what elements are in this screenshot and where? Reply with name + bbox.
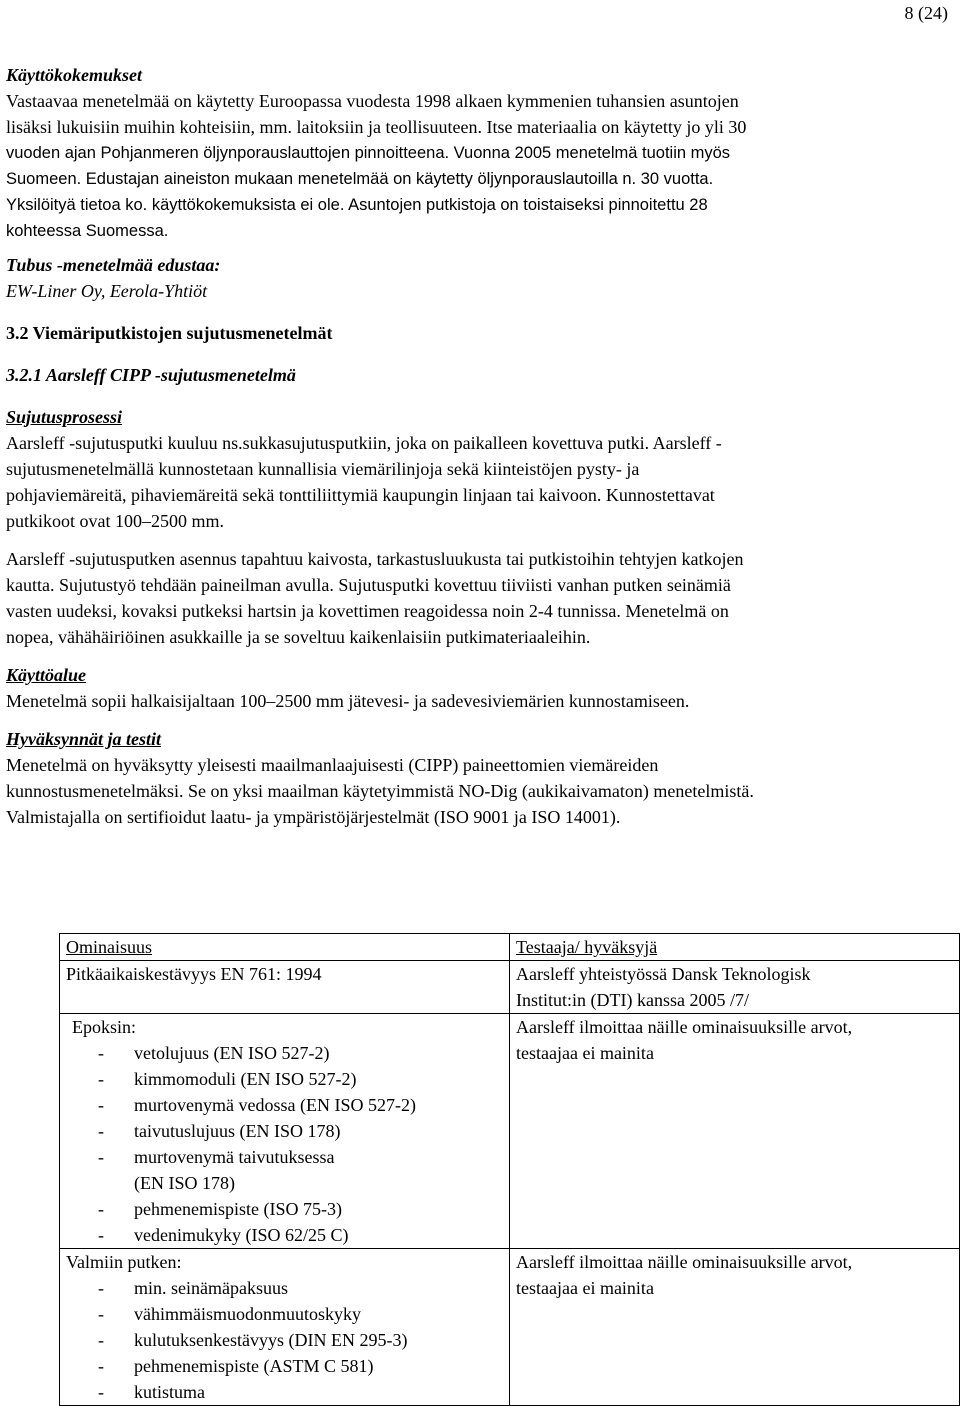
list-item: - vähimmäismuodonmuutoskyky bbox=[66, 1301, 503, 1327]
table-row bbox=[60, 1014, 960, 1249]
property-column-header: Ominaisuus bbox=[60, 934, 510, 961]
process-p2-line-2: kautta. Sujutustyö tehdään paineilman avulla. Sujutusputki kovettuu tiiviisti vanhan putken seinämiä bbox=[6, 575, 731, 595]
property-list bbox=[66, 1275, 503, 1405]
process-heading: Sujutusprosessi bbox=[6, 407, 123, 427]
approvals-heading: Hyväksynnät ja testit bbox=[6, 729, 161, 749]
property-list-continued bbox=[66, 1196, 503, 1248]
table-header-row bbox=[60, 934, 960, 961]
property-cell: Pitkäaikaiskestävyys EN 761: 1994 bbox=[60, 961, 510, 1014]
list-item: - pehmenemispiste (ISO 75-3) bbox=[66, 1196, 503, 1222]
representative-value: EW-Liner Oy, Eerola-Yhtiöt bbox=[6, 281, 208, 301]
experience-heading: Käyttökokemukset bbox=[6, 65, 142, 85]
experience-line-4: Suomeen. Edustajan aineiston mukaan menetelmää on käytetty öljynporauslautoilla n. 30 vuotta. bbox=[6, 170, 714, 188]
list-item: - kutistuma bbox=[66, 1379, 503, 1405]
process-p2-line-3: vasten uudeksi, kovaksi putkeksi hartsin ja kovettimen reagoidessa noin 2-4 tunnissa. Menetelmä on bbox=[6, 601, 729, 621]
experience-line-3: vuoden ajan Pohjanmeren öljynporauslauttojen pinnoitteena. Vuonna 2005 menetelmä tuotiin myös bbox=[6, 144, 731, 162]
list-item-continuation: (EN ISO 178) bbox=[134, 1173, 235, 1193]
experience-line-6: kohteessa Suomessa. bbox=[6, 222, 169, 240]
process-p2-line-4: nopea, vähähäiriöinen asukkaille ja se soveltuu kaikenlaisiin putkimateriaaleihin. bbox=[6, 627, 591, 647]
list-item: - taivutuslujuus (EN ISO 178) bbox=[66, 1118, 503, 1144]
page-content bbox=[6, 62, 950, 830]
list-item: - vedenimukyky (ISO 62/25 C) bbox=[66, 1222, 503, 1248]
properties-table bbox=[59, 933, 960, 1406]
property-group-label: Epoksin: bbox=[72, 1017, 137, 1037]
usage-heading: Käyttöalue bbox=[6, 665, 86, 685]
list-item: - murtovenymä taivutuksessa bbox=[66, 1144, 503, 1170]
list-item: - min. seinämäpaksuus bbox=[66, 1275, 503, 1301]
approvals-line-3: Valmistajalla on sertifioidut laatu- ja ympäristöjärjestelmät (ISO 9001 ja ISO 14001). bbox=[6, 807, 621, 827]
tester-cell bbox=[510, 1014, 960, 1249]
tester-line: Aarsleff yhteistyössä Dansk Teknologisk bbox=[516, 964, 811, 984]
property-cell bbox=[60, 1249, 510, 1406]
subsection-heading: 3.2.1 Aarsleff CIPP -sujutusmenetelmä bbox=[6, 365, 296, 385]
process-p1-line-2: sujutusmenetelmällä kunnostetaan kunnallisia viemärilinjoja sekä kiinteistöjen pysty- ja bbox=[6, 459, 640, 479]
experience-line-1: Vastaavaa menetelmää on käytetty Euroopassa vuodesta 1998 alkaen kymmenien tuhansien asuntojen bbox=[6, 91, 739, 111]
experience-line-5: Yksilöityä tietoa ko. käyttökokemuksista ei ole. Asuntojen putkistoja on toistaiseksi pinnoitettu 28 bbox=[6, 196, 708, 214]
usage-text: Menetelmä sopii halkaisijaltaan 100–2500 mm jätevesi- ja sadevesiviemärien kunnostamiseen. bbox=[6, 691, 690, 711]
section-heading: 3.2 Viemäriputkistojen sujutusmenetelmät bbox=[6, 323, 333, 343]
approvals-line-1: Menetelmä on hyväksytty yleisesti maailmanlaajuisesti (CIPP) paineettomien viemäreiden bbox=[6, 755, 659, 775]
table-row bbox=[60, 961, 960, 1014]
property-cell bbox=[60, 1014, 510, 1249]
tester-line: Aarsleff ilmoittaa näille ominaisuuksille arvot, bbox=[516, 1252, 853, 1272]
process-p1-line-1: Aarsleff -sujutusputki kuuluu ns.sukkasujutusputkiin, joka on paikalleen kovettuva putki. Aarsleff - bbox=[6, 433, 722, 453]
list-item: - kulutuksenkestävyys (DIN EN 295-3) bbox=[66, 1327, 503, 1353]
table-row bbox=[60, 1249, 960, 1406]
page-number: 8 (24) bbox=[904, 3, 948, 23]
list-item: - vetolujuus (EN ISO 527-2) bbox=[66, 1040, 503, 1066]
property-list bbox=[66, 1040, 503, 1170]
list-item: - pehmenemispiste (ASTM C 581) bbox=[66, 1353, 503, 1379]
tester-line: Institut:in (DTI) kanssa 2005 /7/ bbox=[516, 990, 749, 1010]
list-item: - murtovenymä vedossa (EN ISO 527-2) bbox=[66, 1092, 503, 1118]
representative-heading: Tubus -menetelmää edustaa: bbox=[6, 255, 221, 275]
process-p1-line-4: putkikoot ovat 100–2500 mm. bbox=[6, 511, 224, 531]
process-p1-line-3: pohjaviemäreitä, pihaviemäreitä sekä tonttiliittymiä kaupungin linjaan tai kaivoon. Kunnostettavat bbox=[6, 485, 715, 505]
approvals-line-2: kunnostusmenetelmäksi. Se on yksi maailman käytetyimmistä NO-Dig (aukikaivamaton) menetelmistä. bbox=[6, 781, 754, 801]
tester-line: testaajaa ei mainita bbox=[516, 1278, 654, 1298]
experience-line-2: lisäksi lukuisiin muihin kohteisiin, mm. laitoksiin ja teollisuuteen. Itse materiaalia on käytetty jo yli 30 bbox=[6, 117, 747, 137]
tester-cell bbox=[510, 1249, 960, 1406]
tester-column-header: Testaaja/ hyväksyjä bbox=[510, 934, 960, 961]
tester-line: Aarsleff ilmoittaa näille ominaisuuksille arvot, bbox=[516, 1017, 853, 1037]
process-p2-line-1: Aarsleff -sujutusputken asennus tapahtuu kaivosta, tarkastusluukusta tai putkistoihin tehtyjen katkojen bbox=[6, 549, 744, 569]
tester-cell bbox=[510, 961, 960, 1014]
list-item: - kimmomoduli (EN ISO 527-2) bbox=[66, 1066, 503, 1092]
tester-line: testaajaa ei mainita bbox=[516, 1043, 654, 1063]
property-group-label: Valmiin putken: bbox=[66, 1252, 182, 1272]
